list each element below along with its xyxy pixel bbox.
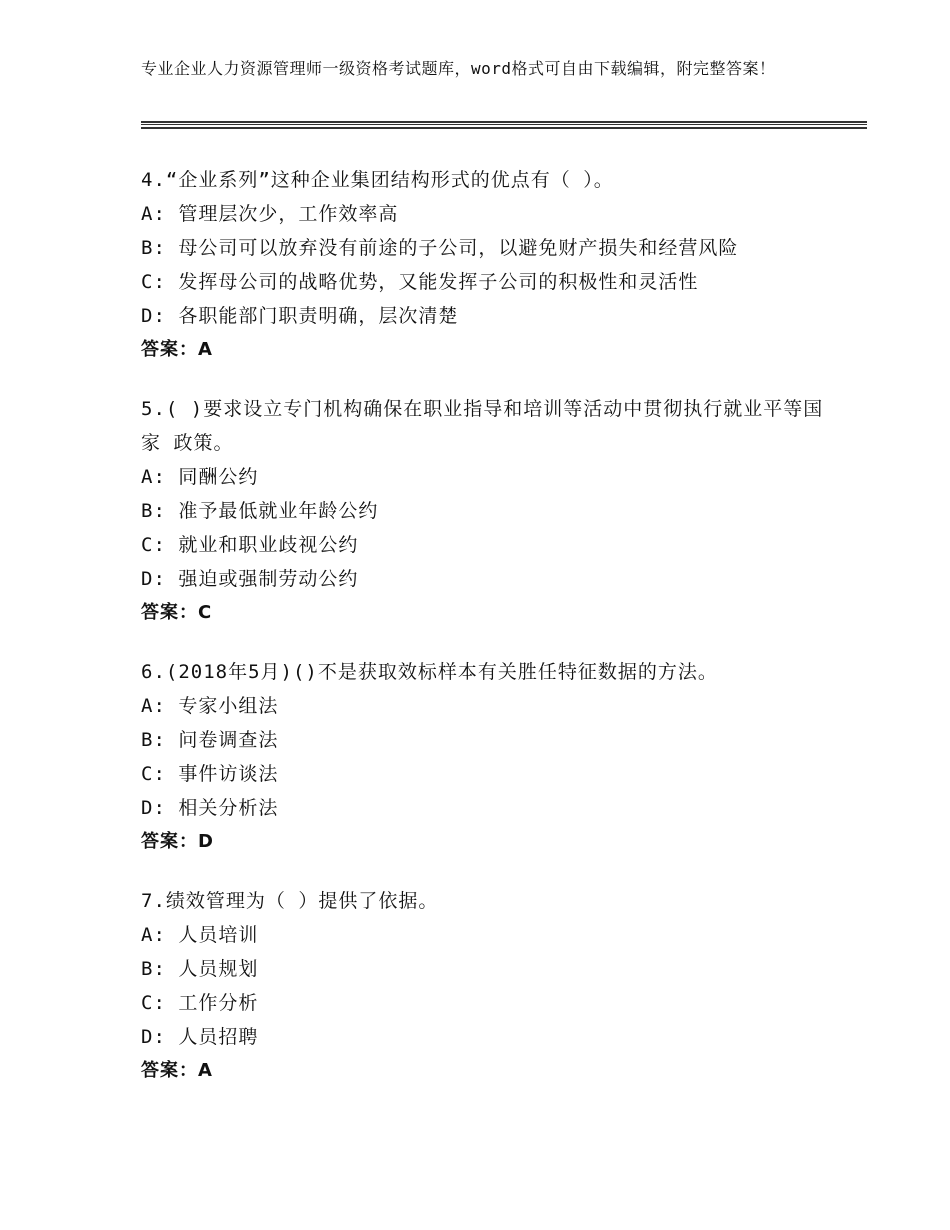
option-d: D: 人员招聘	[141, 1026, 259, 1048]
option-b: B: 母公司可以放弃没有前途的子公司，以避免财产损失和经营风险	[141, 237, 739, 259]
option-c: C: 就业和职业歧视公约	[141, 534, 359, 556]
option-c: C: 事件访谈法	[141, 763, 279, 785]
answer-label: 答案：A	[141, 339, 213, 360]
question-6	[141, 655, 841, 859]
question-text: 7.绩效管理为（ ）提供了依据。	[141, 890, 439, 912]
option-b: B: 问卷调查法	[141, 729, 279, 751]
answer-label: 答案：D	[141, 831, 214, 852]
option-a: A: 管理层次少，工作效率高	[141, 203, 399, 225]
header-rule-middle	[141, 124, 867, 125]
option-a: A: 人员培训	[141, 924, 259, 946]
option-a: A: 专家小组法	[141, 695, 279, 717]
answer-label: 答案：A	[141, 1060, 213, 1081]
question-text: 4.“企业系列”这种企业集团结构形式的优点有（ ）。	[141, 169, 614, 191]
option-c: C: 发挥母公司的战略优势，又能发挥子公司的积极性和灵活性	[141, 271, 699, 293]
option-b: B: 准予最低就业年龄公约	[141, 500, 379, 522]
option-d: D: 相关分析法	[141, 797, 279, 819]
option-a: A: 同酬公约	[141, 466, 259, 488]
option-d: D: 强迫或强制劳动公约	[141, 568, 359, 590]
option-d: D: 各职能部门职责明确，层次清楚	[141, 305, 459, 327]
document-header: 专业企业人力资源管理师一级资格考试题库，word格式可自由下载编辑，附完整答案！	[141, 59, 776, 78]
option-b: B: 人员规划	[141, 958, 259, 980]
question-4	[141, 163, 841, 367]
header-rule-top	[141, 121, 867, 123]
option-c: C: 工作分析	[141, 992, 259, 1014]
answer-label: 答案：C	[141, 602, 213, 623]
question-text: 6.(2018年5月)()不是获取效标样本有关胜任特征数据的方法。	[141, 661, 718, 683]
question-7	[141, 884, 841, 1088]
question-5	[141, 392, 841, 630]
question-list	[141, 163, 841, 1113]
question-text: 5.( )要求设立专门机构确保在职业指导和培训等活动中贯彻执行就业平等国家 政策。	[141, 398, 824, 454]
header-rule-bottom	[141, 127, 867, 129]
